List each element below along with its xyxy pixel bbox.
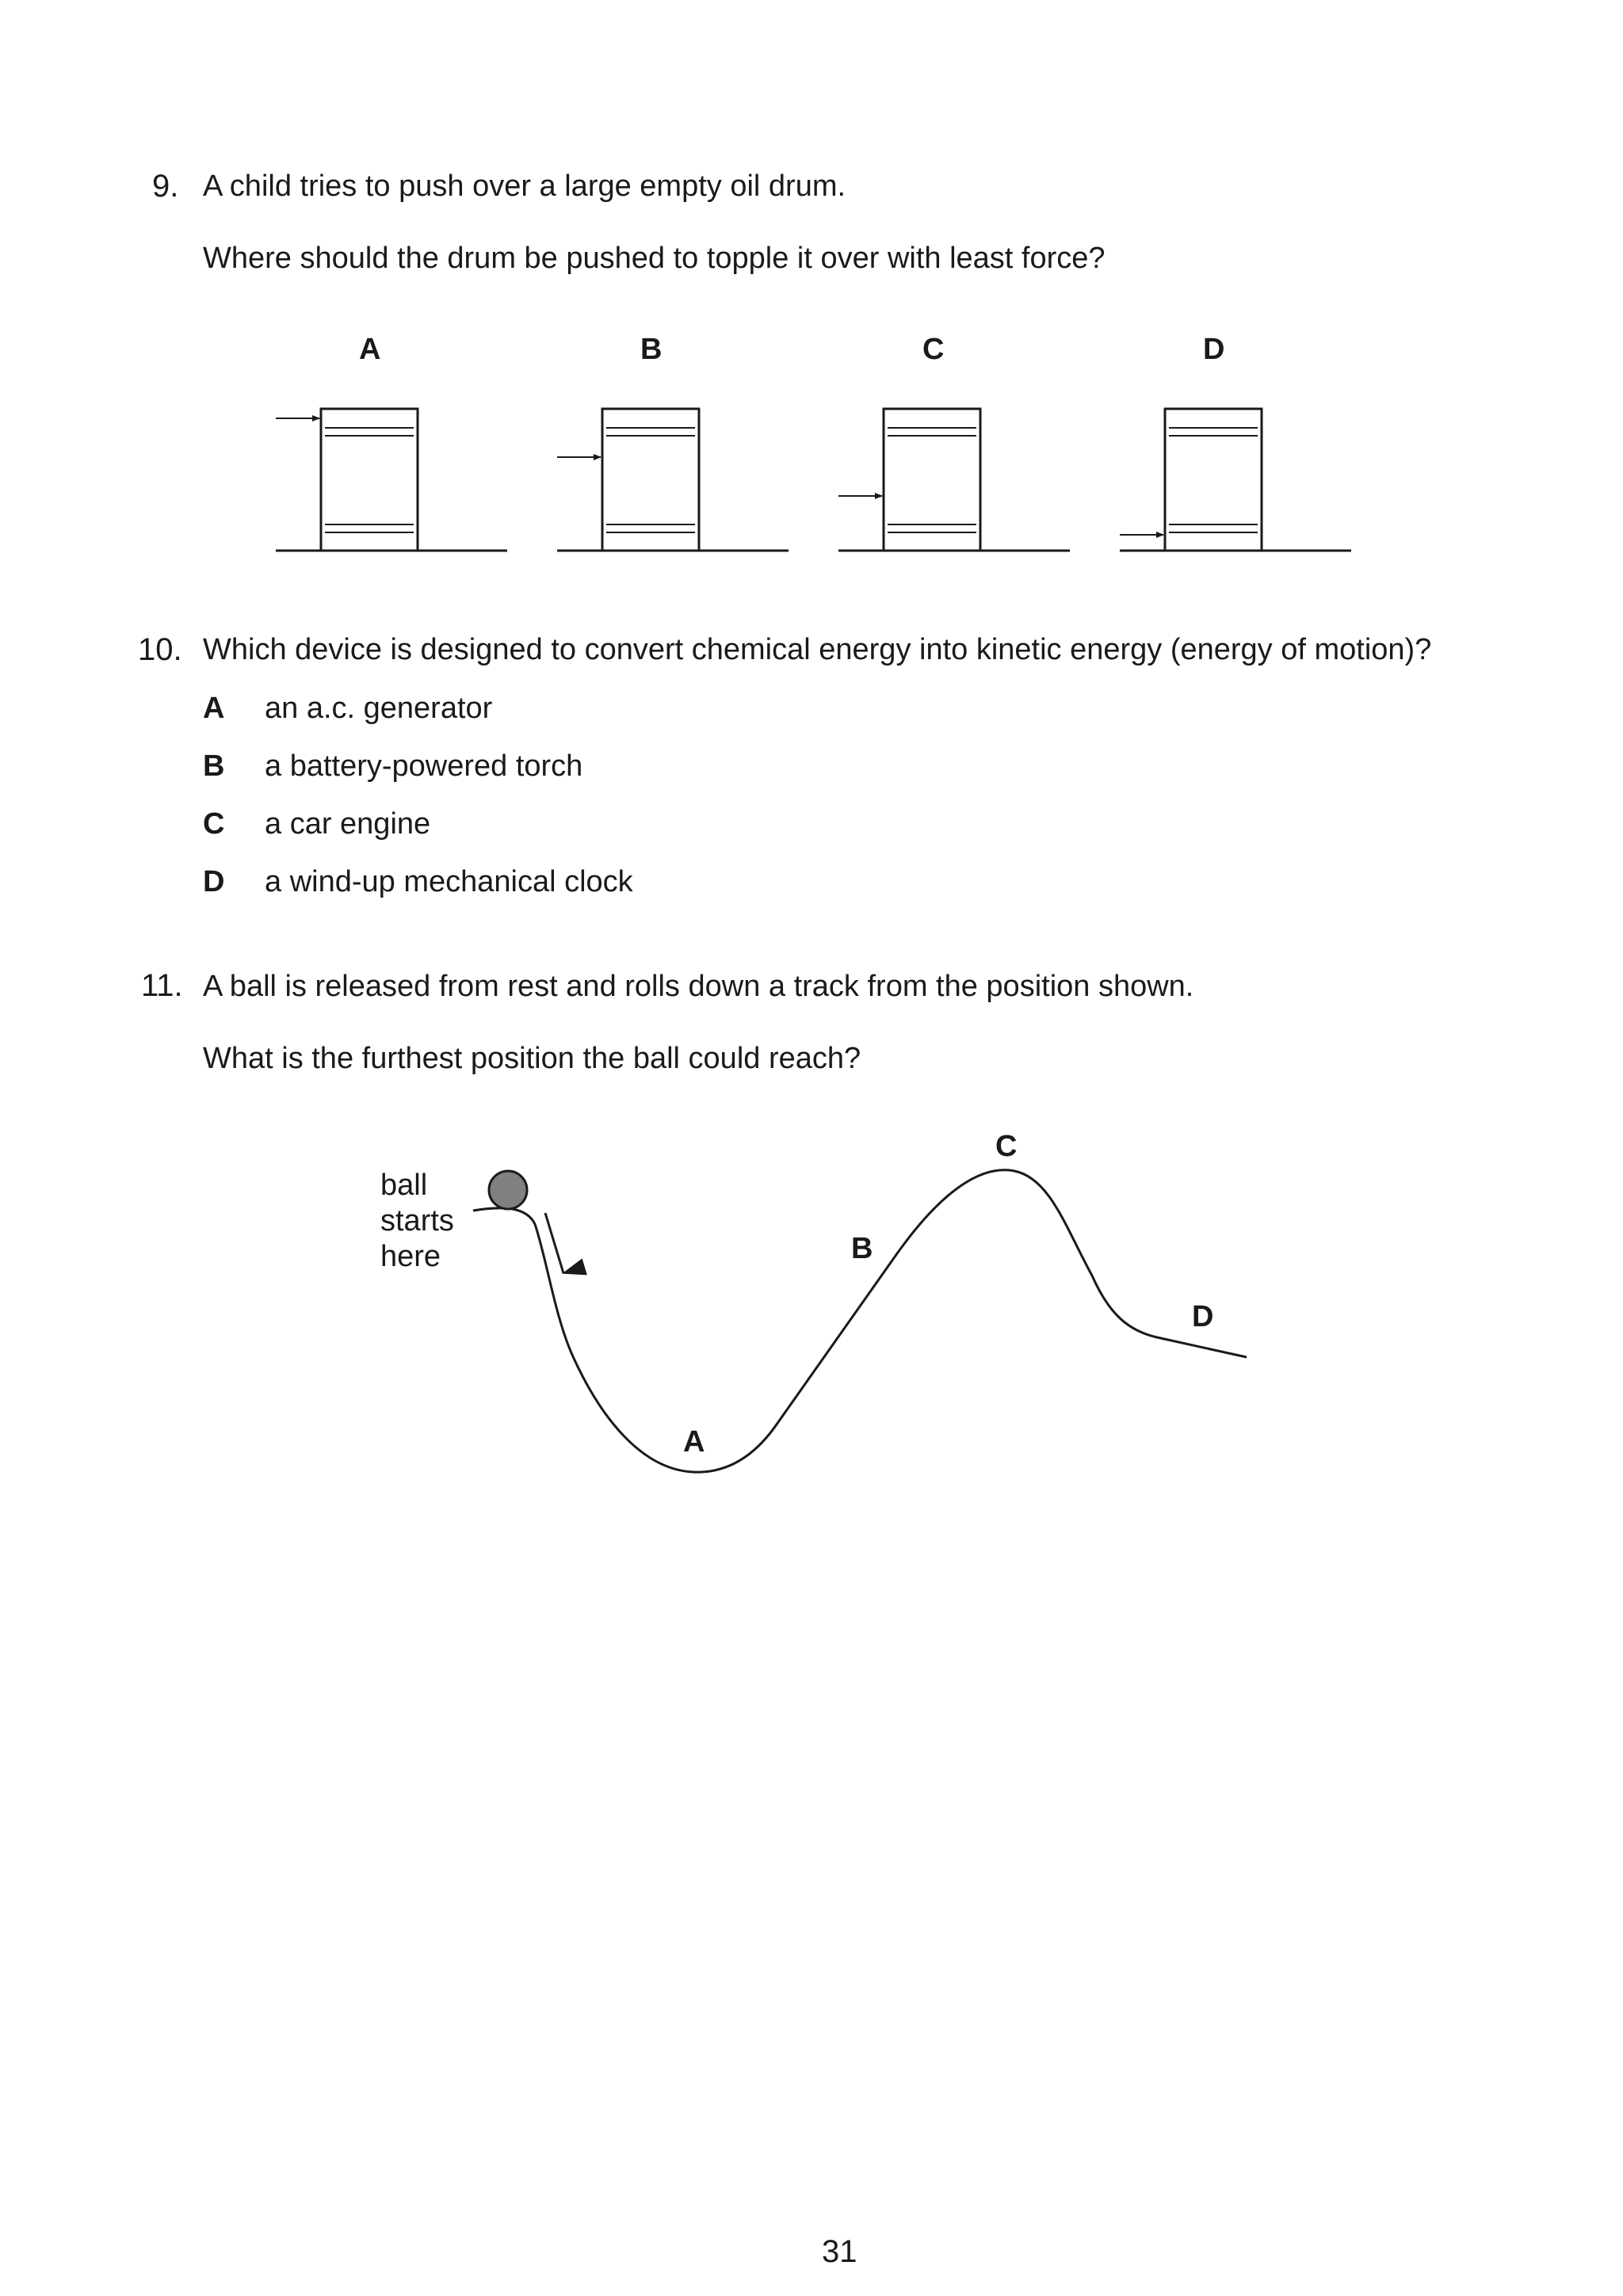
drum-a: [276, 409, 507, 551]
question-10-option-a-text: an a.c. generator: [265, 692, 493, 725]
ball-label-line-2: starts: [380, 1204, 454, 1238]
track-position-a: A: [683, 1425, 705, 1459]
drum-option-b-label: B: [640, 333, 663, 366]
drum-b: [557, 409, 789, 551]
drum-option-a-label: A: [359, 333, 381, 366]
drum-d: [1120, 409, 1351, 551]
question-10-option-c-text: a car engine: [265, 807, 431, 841]
question-10-text: Which device is designed to convert chemical energy into kinetic energy (energy of motion)?: [203, 633, 1432, 666]
question-10-option-b-letter: B: [203, 749, 225, 783]
question-10-option-d-text: a wind-up mechanical clock: [265, 865, 633, 898]
question-10-number: 10.: [138, 632, 182, 667]
direction-arrow: [545, 1213, 563, 1273]
page-number: 31: [822, 2234, 857, 2269]
question-9-text: A child tries to push over a large empty oil drum.: [203, 170, 846, 203]
question-9-number: 9.: [152, 169, 179, 204]
track-position-d: D: [1192, 1300, 1214, 1333]
question-10-option-a-letter: A: [203, 692, 225, 725]
drum-c: [838, 409, 1070, 551]
question-9-prompt: Where should the drum be pushed to topple it over with least force?: [203, 242, 1106, 275]
ball-label-line-3: here: [380, 1240, 441, 1273]
question-11-text: A ball is released from rest and rolls down a track from the position shown.: [203, 970, 1194, 1003]
ball-label-line-1: ball: [380, 1169, 428, 1202]
question-10-option-c-letter: C: [203, 807, 225, 841]
track-position-c: C: [995, 1130, 1018, 1163]
question-10-option-b-text: a battery-powered torch: [265, 749, 583, 783]
ball-track: [473, 1170, 1247, 1472]
drum-option-c-label: C: [922, 333, 945, 366]
question-11-prompt: What is the furthest position the ball could reach?: [203, 1042, 861, 1075]
question-11-number: 11.: [141, 968, 183, 1003]
question-10-option-d-letter: D: [203, 865, 225, 898]
ball: [489, 1171, 527, 1209]
track-position-b: B: [851, 1232, 873, 1265]
drum-option-d-label: D: [1203, 333, 1225, 366]
